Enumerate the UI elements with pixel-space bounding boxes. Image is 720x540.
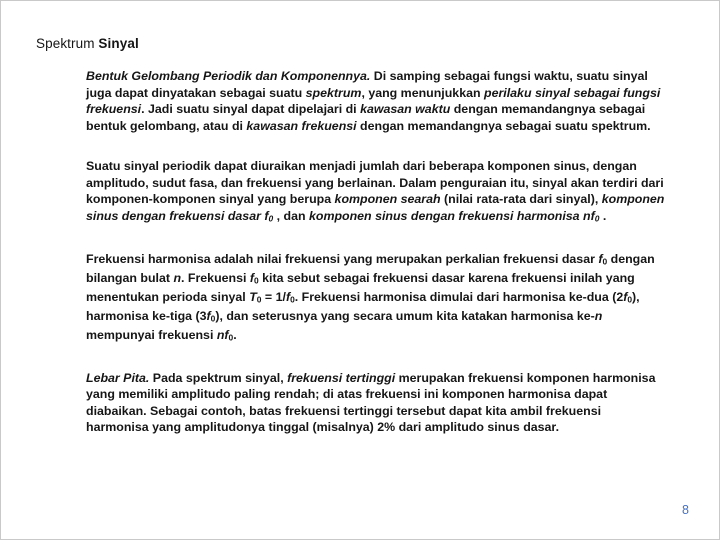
text-segment: f xyxy=(249,270,255,285)
paragraph-penguraian-sinyal xyxy=(86,158,666,227)
text-segment: kawasan waktu xyxy=(360,102,451,116)
text-segment: Suatu sinyal periodik dapat diuraikan menjadi jumlah dari beberapa komponen sinus, dengan amplitudo, sudut fasa, dan frekuensi yang berlainan. Dalam penguraian itu, sinyal akan terdiri dari komponen-komponen sinyal yang berupa xyxy=(86,159,664,206)
text-segment: 0 xyxy=(290,294,295,305)
text-segment: 0 xyxy=(268,213,274,224)
text-segment: komponen sinus dengan frekuensi dasar f xyxy=(86,192,665,223)
text-segment: . Jadi suatu sinyal dapat dipelajari di xyxy=(141,102,361,116)
text-segment: 0 xyxy=(627,294,633,305)
text-segment: , dan xyxy=(273,208,309,223)
text-segment: f xyxy=(206,308,211,323)
text-segment: Lebar Pita. xyxy=(86,370,150,385)
text-segment: kawasan frekuensi xyxy=(246,118,357,133)
text-segment: Bentuk Gelombang Periodik dan Komponennya. xyxy=(86,69,371,83)
text-segment: 0 xyxy=(602,256,608,267)
text-segment: Pada spektrum sinyal, xyxy=(149,370,288,385)
text-segment: = 1/ xyxy=(261,289,286,304)
text-segment: n xyxy=(173,270,182,285)
slide-body xyxy=(86,68,666,460)
text-segment: . Frekuensi xyxy=(181,270,250,285)
text-segment: T xyxy=(249,289,257,304)
text-segment: 0 xyxy=(228,332,234,343)
text-segment: merupakan frekuensi komponen harmonisa yang memiliki amplitudo paling rendah; di atas frekuensi ini komponen harmonisa dapat diabaikan. Sebagai contoh, batas frekuensi tertinggi tersebut dapat kita ambil frekuensi harmonisa yang amplitudonya tinggal (misalnya) 2% dari amplitudo sinus dasar. xyxy=(86,370,656,435)
text-segment: ), harmonisa ke-tiga (3 xyxy=(86,289,640,323)
text-segment: Sinyal xyxy=(98,36,139,51)
text-segment: n xyxy=(594,308,603,323)
text-segment: 0 xyxy=(256,294,262,305)
text-segment: 0 xyxy=(594,213,600,224)
text-segment: nf xyxy=(216,327,229,342)
text-segment: Spektrum xyxy=(36,36,99,51)
text-segment: dengan memandangnya sebagai suatu spektrum. xyxy=(356,118,651,133)
paragraph-lebar-pita xyxy=(86,370,666,436)
text-segment: 0 xyxy=(210,313,216,324)
text-segment: perilaku sinyal sebagai fungsi frekuensi xyxy=(86,85,661,116)
text-segment: . xyxy=(233,327,237,342)
text-segment: , yang menunjukkan xyxy=(361,85,484,100)
slide-title xyxy=(36,36,139,51)
page-number: 8 xyxy=(682,503,689,517)
text-segment: Frekuensi harmonisa adalah nilai frekuensi yang merupakan perkalian frekuensi dasar xyxy=(86,251,599,266)
text-segment: f xyxy=(623,289,628,304)
text-segment: Di samping sebagai fungsi waktu, suatu sinyal juga dapat dinyatakan sebagai suatu xyxy=(86,69,648,100)
text-segment: kita sebut sebagai frekuensi dasar karena frekuensi inilah yang menentukan perioda sinyal xyxy=(86,270,635,304)
paragraph-frekuensi-harmonisa xyxy=(86,251,666,346)
text-segment: dengan memandangnya sebagai bentuk gelombang, atau di xyxy=(86,102,646,133)
text-segment: . Frekuensi harmonisa dimulai dari harmonisa ke-dua (2 xyxy=(294,289,624,304)
paragraph-bentuk-gelombang xyxy=(86,68,666,134)
text-segment: (nilai rata-rata dari sinyal), xyxy=(440,192,602,206)
text-segment: dengan bilangan bulat xyxy=(86,251,655,285)
text-segment: ), dan seterusnya yang secara umum kita katakan harmonisa ke- xyxy=(215,308,595,323)
text-segment: mempunyai frekuensi xyxy=(86,327,217,342)
text-segment: f xyxy=(285,289,291,304)
text-segment: . xyxy=(599,208,607,223)
text-segment: 0 xyxy=(254,275,259,286)
text-segment: komponen searah xyxy=(334,192,441,206)
text-segment: f xyxy=(598,251,603,266)
text-segment: spektrum xyxy=(305,85,362,100)
text-segment: frekuensi tertinggi xyxy=(287,370,396,385)
text-segment: komponen sinus dengan frekuensi harmonisa nf xyxy=(308,208,595,223)
